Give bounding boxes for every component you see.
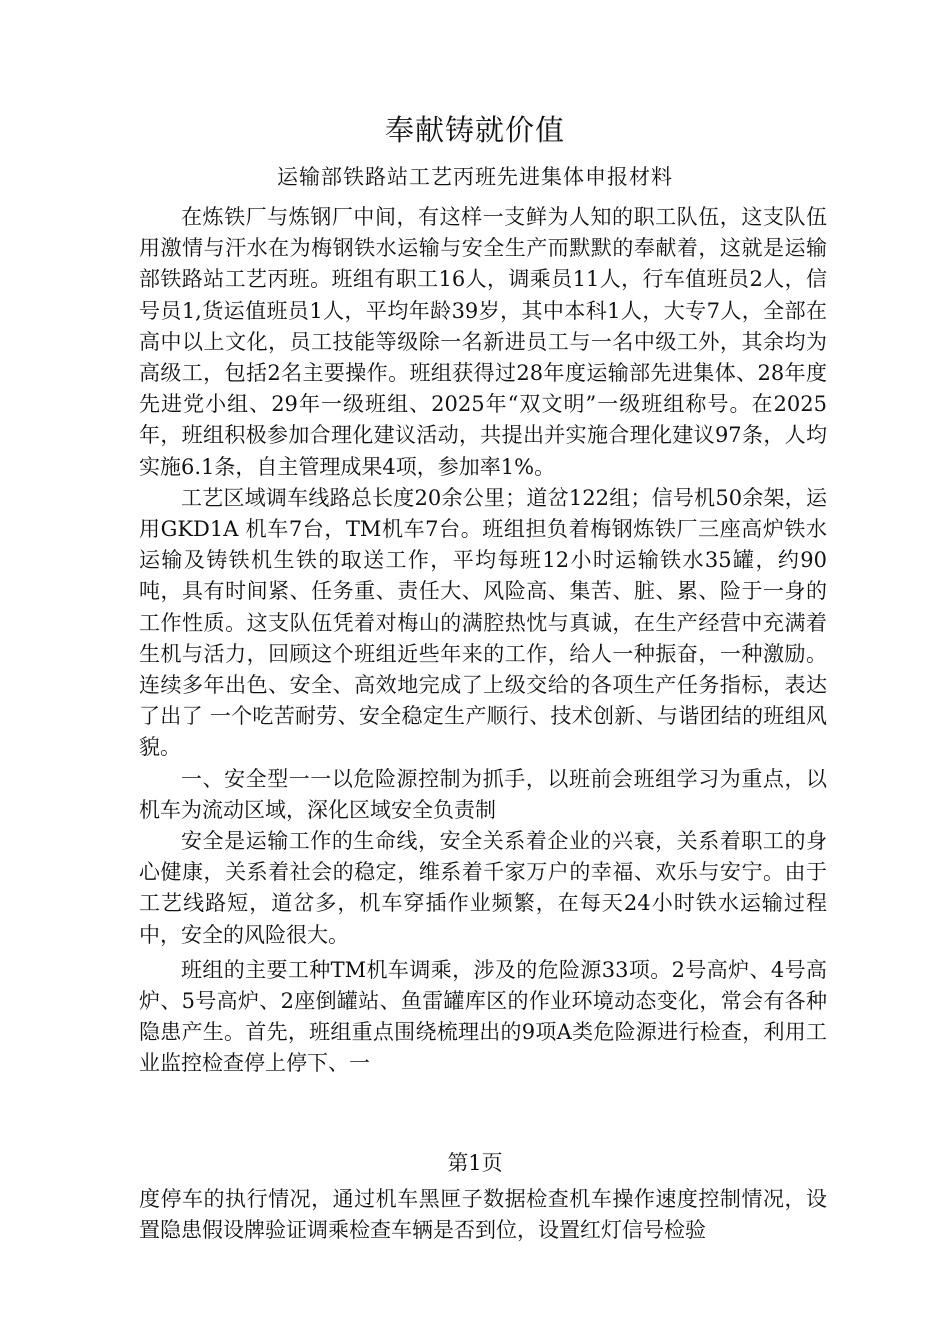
paragraph-intro: 在炼铁厂与炼钢厂中间，有这样一支鲜为人知的职工队伍，这支队伍用激情与汗水在为梅钢铁水运输与安全生产而默默的奉献着，这就是运输部铁路站工艺丙班。班组有职工16人，调乘员11人，行车值班员2人，信号员1,货运值班员1人，平均年龄39岁，其中本科1人，大专7人，全部在高中以上文化，员工技能等级除一名新进员工与一名中级工外，其余均为高级工，包括2名主要操作。班组获得过28年度运输部先进集体、28年度先进党小组、29年一级班组、2025年“双文明”一级班组称号。在2025年，班组积极参加合理化建议活动，共提出并实施合理化建议97条，人均实施6.1条，自主管理成果4项，参加率1%。 — [139, 205, 827, 479]
paragraph-hazards: 班组的主要工种TM机车调乘，涉及的危险源33项。2号高炉、4号高炉、5号高炉、2座倒罐站、鱼雷罐库区的作业环境动态变化，常会有各种隐患产生。首先，班组重点围绕梳理出的9项A类危险源进行检查，利用工业监控检查停上停下、一 — [139, 957, 827, 1076]
document-title: 奉献铸就价值 — [384, 113, 565, 147]
paragraph-work-area: 工艺区域调车线路总长度20余公里；道岔122组；信号机50余架，运用GKD1A 机车7台，TM机车7台。班组担负着梅钢炼铁厂三座高炉铁水运输及铸铁机生铁的取送工作，平均每班12小时运输铁水35罐，约90吨，具有时间紧、任务重、责任大、风险高、集苦、脏、累、险于一身的工作性质。这支队伍凭着对梅山的满腔热忱与真诚，在生产经营中充满着生机与活力，回顾这个班组近些年来的工作，给人一种振奋，一种激励。连续多年出色、安全、高效地完成了上级交给的各项生产任务指标，表达了出了 一个吃苦耐劳、安全稳定生产顺行、技术创新、与谐团结的班组风貌。 — [139, 485, 827, 760]
continuation-paragraph: 度停车的执行情况，通过机车黑匣子数据检查机车操作速度控制情况，设置隐患假设牌验证调乘检查车辆是否到位，设置红灯信号检验 — [139, 1187, 827, 1243]
paragraph-safety: 安全是运输工作的生命线，安全关系着企业的兴衰，关系着职工的身心健康，关系着社会的稳定，维系着千家万户的幸福、欢乐与安宁。由于工艺线路短，道岔多，机车穿插作业频繁，在每天24小时铁水运输过程中，安全的风险很大。 — [139, 829, 827, 947]
document-body — [139, 202, 827, 1080]
page-number: 第1页 — [447, 1151, 503, 1175]
next-page-text — [139, 1184, 827, 1246]
document-subtitle: 运输部铁路站工艺丙班先进集体申报材料 — [277, 165, 673, 189]
section-heading-safety: 一、安全型一一以危险源控制为抓手，以班前会班组学习为重点，以机车为流动区域，深化区域安全负责制 — [139, 766, 827, 822]
